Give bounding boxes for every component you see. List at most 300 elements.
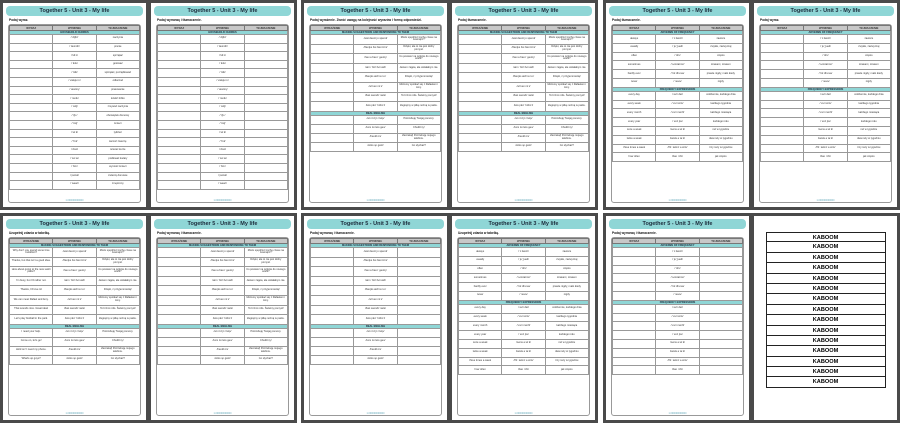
cell-term <box>761 144 804 153</box>
cell-pron: /ˈwiːk/ <box>201 129 244 138</box>
cell-pron: /θæŋks aɪd lʌv tuː/ <box>354 73 397 83</box>
cell-pron: /ˈaɪənɪŋ/ <box>201 86 244 95</box>
table-row <box>158 346 288 355</box>
table-row <box>613 304 743 313</box>
cell-translation <box>244 112 287 121</box>
col-header-term: WYRAZ <box>761 26 804 31</box>
cell-term: every day <box>613 91 656 100</box>
cell-translation: Zaczekaj! Potrzebuję mojego telefonu. <box>244 346 287 355</box>
cell-term <box>311 267 354 277</box>
cell-term <box>10 60 53 69</box>
table-row <box>613 109 743 118</box>
section-title: FREQUENCY EXPRESSIONS <box>459 300 589 304</box>
table-row <box>158 146 288 155</box>
vocab-table <box>612 25 743 162</box>
cell-translation: Co powiesz na pójście do nowego sushi? <box>96 267 139 277</box>
cell-term <box>158 138 201 147</box>
table-row <box>158 337 288 346</box>
table-row <box>10 129 140 138</box>
col-header-translation: TŁUMACZENIE <box>244 26 287 31</box>
cell-translation: często <box>545 265 588 274</box>
cell-translation: zmywać naczynia <box>96 103 139 112</box>
cell-term: always <box>459 248 502 257</box>
vocab-table <box>612 238 743 375</box>
cell-term: how often <box>459 366 502 375</box>
cell-translation: zmęczony <box>96 181 139 190</box>
table-row <box>10 112 140 121</box>
cell-term: never <box>613 78 656 87</box>
cell-translation <box>244 103 287 112</box>
cell-pron: /ˈɔːlweɪz/ <box>656 35 699 44</box>
cell-translation: zawsze <box>847 35 890 44</box>
cell-pron: /ˈkʊk/ <box>201 60 244 69</box>
table-row <box>158 286 288 296</box>
section-title: REAL ENGLISH <box>311 324 441 328</box>
cell-term <box>158 146 201 155</box>
table-row <box>761 61 891 70</box>
col-header-translation: TŁUMACZENIE <box>96 26 139 31</box>
cell-pron: /haʊ ˈɒfn/ <box>656 153 699 162</box>
cell-pron: /θæŋks bʌt ðæt ɪznt/ <box>354 44 397 54</box>
cell-pron: /ˈevri deɪ/ <box>656 304 699 313</box>
instruction: Podaj wyrażenie. Zwróć uwagę na kolejność wyrazów i formę odpowiedzi. <box>310 18 422 22</box>
cell-translation: obowiązek domowy <box>96 112 139 121</box>
table-row <box>158 129 288 138</box>
cell-translation: śmieci <box>96 120 139 129</box>
cell-term <box>459 102 502 112</box>
table-row <box>459 92 589 102</box>
kaboom-card-row: KABOOM <box>766 253 886 263</box>
table-row <box>158 86 288 95</box>
table-row <box>10 172 140 181</box>
cell-term <box>311 142 354 151</box>
cell-translation <box>397 305 440 315</box>
cell-term <box>459 92 502 102</box>
vocab-table <box>760 25 891 162</box>
table-row <box>311 248 441 258</box>
table-row <box>459 331 589 340</box>
kaboom-card-row: KABOOM <box>766 263 886 273</box>
col-header-term: WYRAŻENIE <box>311 26 354 31</box>
table-row <box>613 256 743 265</box>
cell-term <box>158 295 201 305</box>
cell-term <box>311 257 354 267</box>
cell-translation: jak często <box>847 153 890 162</box>
table-row <box>613 283 743 292</box>
cell-translation: zwierzę domowe <box>96 172 139 181</box>
cell-translation: Możemy spotkać się z Rafaelem i Amy. <box>244 295 287 305</box>
cell-translation <box>699 248 742 257</box>
cell-pron: /ˈtrʌʃ/ <box>201 120 244 129</box>
sheet-5 <box>301 213 598 423</box>
cell-term <box>158 35 201 44</box>
cell-pron: /haʊ əˈbaʊt ˈɡəʊɪŋ/ <box>502 54 545 64</box>
table-row <box>613 135 743 144</box>
cell-term <box>761 52 804 61</box>
table-row <box>158 120 288 129</box>
table-row <box>761 126 891 135</box>
cell-pron: /ˈjuːʒuəli/ <box>804 43 847 52</box>
cell-translation: gotować <box>96 60 139 69</box>
cell-pron: /ˈnevə/ <box>656 78 699 87</box>
table-row <box>459 304 589 313</box>
cell-term <box>613 291 656 300</box>
cell-pron: /ˈpetrəl/ <box>53 172 96 181</box>
cell-term <box>158 267 201 277</box>
card-suggestions-b <box>452 3 595 207</box>
table-row <box>10 248 140 258</box>
cell-translation: Zaczekaj! Potrzebuję mojego telefonu. <box>545 133 588 142</box>
cell-translation <box>397 355 440 364</box>
cell-translation: karmić zwierzę <box>96 138 139 147</box>
cell-term <box>613 248 656 257</box>
cell-translation: każdego roku <box>847 118 890 127</box>
cell-translation: Chodźmy! <box>96 337 139 346</box>
cell-term <box>10 35 53 44</box>
kaboom-card-row: KABOOM <box>766 284 886 294</box>
table-row <box>459 291 589 300</box>
cell-term <box>311 92 354 102</box>
cell-pron: /aɪm ˈbɪzi bʌt aɪd/ <box>502 63 545 73</box>
cell-term <box>613 265 656 274</box>
table-row <box>10 146 140 155</box>
cell-term <box>613 366 656 375</box>
table-row <box>10 95 140 104</box>
table-row <box>613 331 743 340</box>
cell-translation: podlewać kwiaty <box>96 155 139 164</box>
section-title: ADVERBS OF FREQUENCY <box>459 244 589 248</box>
cell-pron: /lets pleɪ ˈfʊtbɔːl/ <box>354 315 397 325</box>
table-row <box>158 328 288 337</box>
cell-pron: /ˈfiːd/ <box>53 138 96 147</box>
cell-term <box>311 124 354 133</box>
footer: 1.000000000000 <box>65 199 84 202</box>
instruction: Podaj tłumaczenie. <box>458 18 487 22</box>
cell-translation: naczynia <box>96 35 139 44</box>
col-header-pron: WYMOWA <box>656 26 699 31</box>
cell-term <box>761 91 804 100</box>
table-row <box>761 52 891 61</box>
cell-term <box>459 142 502 151</box>
cell-translation: zwykle, zazwyczaj <box>545 256 588 265</box>
cell-pron: /ˈevri jɪə/ <box>502 331 545 340</box>
cell-term <box>158 69 201 78</box>
table-frame <box>611 24 744 203</box>
table-row <box>613 265 743 274</box>
table-frame <box>457 24 590 203</box>
cell-translation <box>397 328 440 337</box>
cell-pron: /ˈhɑːdli evə/ <box>656 70 699 79</box>
instruction: Podaj wymowę i tłumaczenie. <box>157 18 202 22</box>
cell-translation: zawsze <box>699 35 742 44</box>
col-header-translation: TŁUMACZENIE <box>545 26 588 31</box>
cell-pron: /haʊ əˈbaʊt ˈɡəʊɪŋ/ <box>354 54 397 64</box>
cell-term: always <box>613 35 656 44</box>
cell-translation: często <box>847 52 890 61</box>
cell-term: usually <box>613 43 656 52</box>
cell-pron: /ˈdɪʃɪz/ <box>53 35 96 44</box>
cell-pron: /aɪ niːd jɔː help/ <box>502 115 545 124</box>
cell-translation <box>699 339 742 348</box>
cell-pron: /ˈnevə/ <box>502 291 545 300</box>
cell-translation: prawie nigdy, mało kiedy <box>699 70 742 79</box>
instruction: Podaj wymowę i tłumaczenie. <box>157 231 202 235</box>
instruction: Uzupełnij zdania w tabelkę. <box>9 231 51 235</box>
footer: 1.000000000000 <box>668 412 687 415</box>
table-row <box>311 305 441 315</box>
kaboom-card <box>754 216 897 420</box>
cell-term: often <box>459 265 502 274</box>
instruction: Podaj wymowę i tłumaczenie. <box>310 231 355 235</box>
col-header-pron: WYMOWA <box>502 26 545 31</box>
cell-translation <box>699 313 742 322</box>
table-row <box>459 133 589 142</box>
section-title: HOUSEHOLD CHORES <box>158 31 288 35</box>
col-header-pron: WYMOWA <box>354 26 397 31</box>
table-row <box>311 142 441 151</box>
col-header-translation: TŁUMACZENIE <box>96 239 139 244</box>
table-row <box>761 43 891 52</box>
table-row <box>761 70 891 79</box>
table-row <box>10 337 140 346</box>
cell-pron: /wɒts ʌp ɡaɪz/ <box>502 142 545 151</box>
cell-pron: /ˈsʌmtaɪmz/ <box>502 274 545 283</box>
cell-pron: /aɪ niːd jɔː help/ <box>354 115 397 124</box>
table-row <box>311 337 441 346</box>
table-row <box>10 328 140 337</box>
cell-translation: Dzięki, ale to nie jest dobry pomysł. <box>397 44 440 54</box>
cell-translation: ścielić łóżko <box>96 95 139 104</box>
table-row <box>459 115 589 124</box>
section-title: REAL ENGLISH <box>10 324 140 328</box>
table-row <box>10 257 140 267</box>
cell-term <box>311 337 354 346</box>
table-frame <box>309 237 442 416</box>
cell-term <box>10 155 53 164</box>
card-title: Together 5 - Unit 3 - My life <box>757 6 894 16</box>
cell-pron: /ˈlaʊndri/ <box>53 43 96 52</box>
table-row <box>459 142 589 151</box>
cell-pron: /wi kən miːt/ <box>502 82 545 92</box>
table-row <box>158 138 288 147</box>
card-adverbs-b <box>754 3 897 207</box>
table-row <box>761 135 891 144</box>
cell-pron: /wɒts ʌp ɡaɪz/ <box>201 355 244 364</box>
section-title: REAL ENGLISH <box>459 111 589 115</box>
table-row <box>311 102 441 112</box>
card-title: Together 5 - Unit 3 - My life <box>307 219 444 229</box>
kaboom-card-row: KABOOM <box>766 242 886 252</box>
cell-pron: /haʊ ˈɒfn/ <box>502 366 545 375</box>
cell-term <box>311 44 354 54</box>
card-adverbs-c <box>452 216 595 420</box>
table-row <box>158 305 288 315</box>
instruction: Podaj wyraz. <box>760 18 780 22</box>
cell-term <box>158 276 201 286</box>
cell-pron: /ˈnevə/ <box>804 78 847 87</box>
cell-pron: /θæŋks bʌt ðæt ɪznt/ <box>354 257 397 267</box>
cell-term <box>761 70 804 79</box>
table-row <box>613 357 743 366</box>
cell-term <box>158 43 201 52</box>
cell-pron: /aɪm ˈbɪzi bʌt aɪd/ <box>354 63 397 73</box>
section-title: REAL ENGLISH <box>311 111 441 115</box>
cell-term <box>761 153 804 162</box>
cell-pron: /ˈevri mʌnθ/ <box>502 322 545 331</box>
section-title: ADVERBS OF FREQUENCY <box>613 244 743 248</box>
sheet-2 <box>301 0 598 210</box>
cell-translation: prawie nigdy, mało kiedy <box>847 70 890 79</box>
table-row <box>158 248 288 258</box>
table-row <box>10 315 140 325</box>
cell-translation: zwykle, zazwyczaj <box>847 43 890 52</box>
cell-pron: /ˈevri jɪə/ <box>804 118 847 127</box>
cell-translation: Dzięki, z przyjemnością! <box>545 73 588 83</box>
cell-pron: /ˈkʊk/ <box>53 60 96 69</box>
cell-translation: każdego miesiąca <box>545 322 588 331</box>
table-row <box>311 115 441 124</box>
kaboom-card-row: KABOOM <box>766 294 886 304</box>
table-row <box>10 286 140 296</box>
table-row <box>459 248 589 257</box>
table-row <box>613 274 743 283</box>
cell-term <box>158 346 201 355</box>
cell-term: three times a week <box>459 357 502 366</box>
cell-pron: /twaɪs ə wiːk/ <box>656 135 699 144</box>
table-row <box>311 276 441 286</box>
table-row <box>311 35 441 45</box>
cell-translation: Jestem zajęta, ale wolałabym nie. <box>96 276 139 286</box>
cell-translation <box>244 172 287 181</box>
cell-term <box>10 43 53 52</box>
cell-pron: /haʊ ˈɒfn/ <box>656 366 699 375</box>
cell-translation <box>244 155 287 164</box>
footer: 1.000000000000 <box>213 199 232 202</box>
cell-pron: /ˈdʌst/ <box>53 146 96 155</box>
cell-term: three times a week <box>613 144 656 153</box>
table-row <box>311 257 441 267</box>
table-row <box>311 92 441 102</box>
cell-translation <box>397 257 440 267</box>
cell-pron: /həʊld ɒn/ <box>502 133 545 142</box>
table-row <box>10 69 140 78</box>
cell-pron: /ˈevri deɪ/ <box>502 304 545 313</box>
card-adverbs-a <box>606 3 749 207</box>
cell-term <box>10 69 53 78</box>
cell-translation: Co powiesz na pójście do nowego sushi? <box>244 267 287 277</box>
cell-pron: /ˈnevə/ <box>656 291 699 300</box>
cell-term: every year <box>613 118 656 127</box>
cell-pron: /ˈkliːn/ <box>53 52 96 61</box>
card-suggestions-d <box>151 216 294 420</box>
col-header-pron: WYMOWA <box>354 239 397 244</box>
table-row <box>10 86 140 95</box>
table-frame <box>611 237 744 416</box>
cell-pron: /θæŋks aɪd lʌv tuː/ <box>201 286 244 296</box>
cell-term <box>613 283 656 292</box>
cell-pron: /haʊ əˈbaʊt ˈɡəʊɪŋ/ <box>53 267 96 277</box>
cell-pron: /kʌm ɒn lets ɡəʊ/ <box>354 337 397 346</box>
cell-translation: prasowanie <box>96 86 139 95</box>
cell-term: Why don't you spend some time outdoors? <box>10 248 53 258</box>
cell-term: twice a week <box>459 348 502 357</box>
table-row <box>613 91 743 100</box>
cell-translation: raz w tygodniu <box>847 126 890 135</box>
table-row <box>613 52 743 61</box>
cell-translation: czasami, czasem <box>545 274 588 283</box>
table-row <box>613 126 743 135</box>
table-row <box>761 153 891 162</box>
cell-term <box>613 256 656 265</box>
cell-translation: Może spędzisz trochę czasu na zewnątrz? <box>96 248 139 258</box>
col-header-pron: WYMOWA <box>804 26 847 31</box>
cell-term <box>311 133 354 142</box>
table-row <box>613 43 743 52</box>
cell-term <box>761 126 804 135</box>
section-title: FREQUENCY EXPRESSIONS <box>761 87 891 91</box>
cell-term <box>158 337 201 346</box>
table-row <box>613 248 743 257</box>
cell-term <box>613 357 656 366</box>
cell-term: I'm busy, but I'd rather not. <box>10 276 53 286</box>
table-row <box>459 265 589 274</box>
col-header-pron: WYMOWA <box>53 26 96 31</box>
table-row <box>158 95 288 104</box>
cell-pron: /ˈevri mʌnθ/ <box>656 322 699 331</box>
cell-translation: Potrzebuję Twojej pomocy. <box>244 328 287 337</box>
cell-translation: dwa razy w tygodniu <box>545 348 588 357</box>
cell-translation: To brzmi miło. Świetny pomysł! <box>397 92 440 102</box>
cell-translation <box>699 265 742 274</box>
cell-translation: Dzięki, z przyjemnością! <box>397 73 440 83</box>
cell-translation <box>397 248 440 258</box>
table-row <box>459 82 589 92</box>
cell-term <box>158 328 201 337</box>
cell-pron: /haʊ ˈɒfn/ <box>804 153 847 162</box>
kaboom-card-row: KABOOM <box>766 326 886 336</box>
cell-translation: dwa razy w tygodniu <box>699 135 742 144</box>
cell-pron: /ˈfiːd/ <box>201 138 244 147</box>
cell-term <box>158 129 201 138</box>
cell-pron: /θriː taɪmz ə wiːk/ <box>502 357 545 366</box>
cell-pron: /ˈevri jɪə/ <box>656 331 699 340</box>
cell-term: How about going to the new sushi place? <box>10 267 53 277</box>
cell-pron: /ˈdʌst/ <box>201 146 244 155</box>
table-row <box>761 144 891 153</box>
table-row <box>10 43 140 52</box>
cell-pron: /ˈmeɪk/ <box>53 95 96 104</box>
cell-pron: /haʊ əˈbaʊt ˈɡəʊɪŋ/ <box>201 267 244 277</box>
cell-pron: /θæŋks aɪd lʌv tuː/ <box>502 73 545 83</box>
cell-pron: /ˈevri wiːk/ <box>656 313 699 322</box>
instruction: Podaj wymowę i tłumaczenie. <box>612 231 657 235</box>
table-row <box>10 163 140 172</box>
cell-pron: /həʊld ɒn/ <box>201 346 244 355</box>
cell-pron: /ˈvækjuːm/ <box>201 77 244 86</box>
cell-translation: codziennie, każdego dnia <box>545 304 588 313</box>
table-row <box>158 163 288 172</box>
cell-translation: nigdy <box>699 78 742 87</box>
cell-pron: /aɪ niːd jɔː help/ <box>53 328 96 337</box>
col-header-term: WYRAŻENIE <box>311 239 354 244</box>
cell-translation: To brzmi miło. Świetny pomysł! <box>244 305 287 315</box>
cell-term <box>158 52 201 61</box>
table-row <box>10 35 140 44</box>
cell-pron: /ˈevri wiːk/ <box>804 100 847 109</box>
cell-term <box>10 86 53 95</box>
cell-term <box>761 135 804 144</box>
cell-term <box>459 124 502 133</box>
